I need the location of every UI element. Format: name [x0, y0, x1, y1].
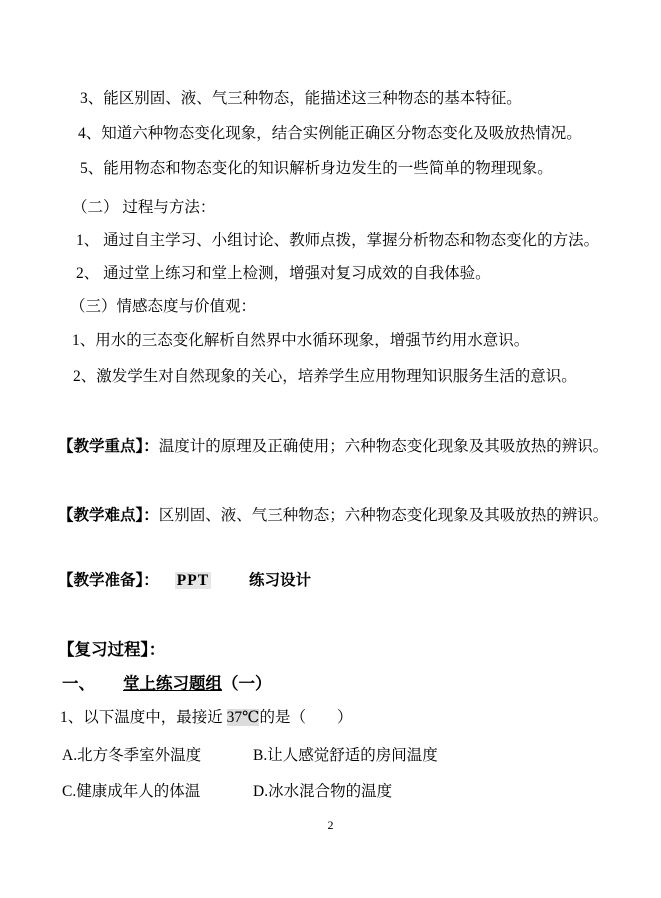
section-heading-emotion: （三）情感态度与价值观： [70, 298, 257, 315]
objective-item-3: 3、能区别固、液、气三种物态，能描述这三种物态的基本特征。 [80, 90, 522, 107]
question-1-options-row-2 [62, 782, 392, 802]
question-1-options-row-1 [62, 746, 438, 766]
teaching-difficulty-text: 区别固、液、气三种物态；六种物态变化现象及其吸放热的辨识。 [158, 507, 609, 524]
review-process-label: 【复习过程】： [58, 640, 166, 659]
teaching-preparation-label: 【教学准备】： [58, 572, 159, 589]
preparation-item-exercise: 练习设计 [249, 572, 312, 589]
teaching-key-text: 温度计的原理及正确使用；六种物态变化现象及其吸放热的辨识。 [158, 438, 609, 455]
objective-item-4: 4、知道六种物态变化现象，结合实例能正确区分物态变化及吸放热情况。 [78, 125, 582, 142]
question-1-temperature: 37℃ [226, 709, 260, 726]
objective-item-5: 5、能用物态和物态变化的知识解析身边发生的一些简单的物理现象。 [80, 160, 553, 177]
exercise-group-heading [62, 674, 272, 694]
option-b: B.让人感觉舒适的房间温度 [253, 747, 438, 764]
teaching-key-label: 【教学重点】： [58, 438, 159, 455]
page-number: 2 [327, 818, 334, 832]
teaching-preparation-line [58, 571, 311, 591]
option-a: A.北方冬季室外温度 [62, 747, 202, 764]
exercise-group-number: 一、 [62, 674, 95, 693]
option-c: C.健康成年人的体温 [62, 783, 201, 800]
process-item-1: 1、 通过自主学习、小组讨论、教师点拨，掌握分析物态和物态变化的方法。 [76, 232, 600, 249]
preparation-item-ppt: PPT [176, 572, 210, 589]
exercise-group-suffix: （一） [222, 674, 272, 693]
question-1-suffix: 的是（ ） [259, 709, 353, 726]
question-1-prefix: 1、以下温度中，最接近 [60, 709, 227, 726]
review-process-line [58, 640, 165, 660]
teaching-difficulty-line [58, 506, 608, 526]
emotion-item-2: 2、激发学生对自然现象的关心，培养学生应用物理知识服务生活的意识。 [73, 368, 577, 385]
teaching-difficulty-label: 【教学难点】： [58, 507, 159, 524]
option-d: D.冰水混合物的温度 [253, 783, 393, 800]
question-1 [60, 708, 353, 728]
process-item-2: 2、 通过堂上练习和堂上检测，增强对复习成效的自我体验。 [76, 265, 491, 282]
exercise-group-title: 堂上练习题组 [123, 674, 222, 693]
section-heading-process: （二） 过程与方法： [72, 199, 216, 216]
teaching-key-line [58, 437, 608, 457]
emotion-item-1: 1、用水的三态变化解析自然界中水循环现象，增强节约用水意识。 [72, 332, 530, 349]
